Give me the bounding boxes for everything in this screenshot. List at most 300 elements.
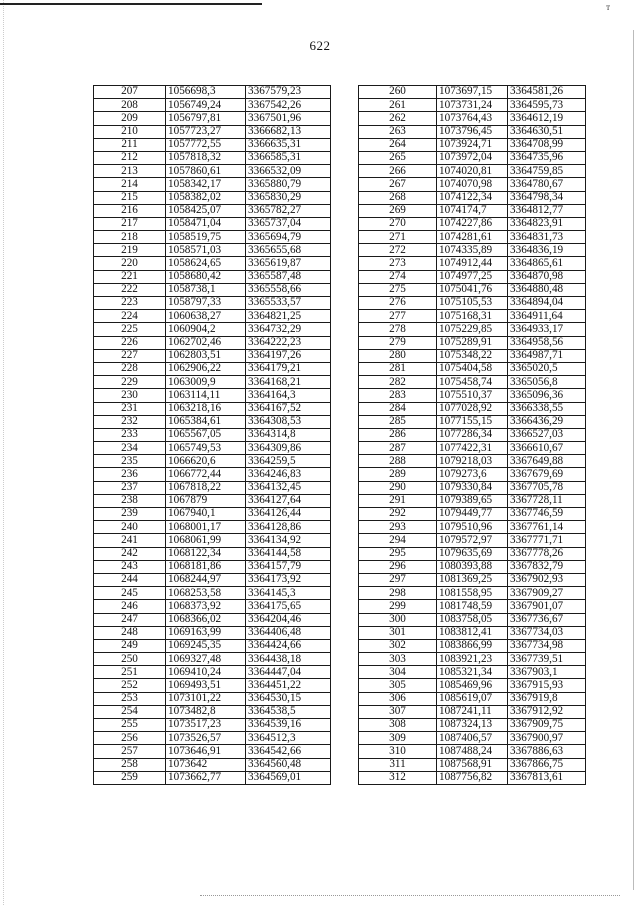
y-coordinate-cell: 3364831,73 <box>508 231 586 244</box>
x-coordinate-cell: 1062906,22 <box>166 362 246 375</box>
y-coordinate-cell: 3366585,31 <box>246 151 331 164</box>
table-row <box>359 534 586 547</box>
table-row <box>94 204 331 217</box>
table-row <box>359 771 586 784</box>
table-row <box>359 442 586 455</box>
table-row <box>359 86 586 99</box>
x-coordinate-cell: 1077155,15 <box>437 415 508 428</box>
y-coordinate-cell: 3367734,98 <box>508 639 586 652</box>
x-coordinate-cell: 1069245,35 <box>166 639 246 652</box>
table-row <box>359 125 586 138</box>
point-number-cell: 272 <box>359 244 437 257</box>
table-row <box>94 151 331 164</box>
table-row <box>359 494 586 507</box>
x-coordinate-cell: 1074070,98 <box>437 178 508 191</box>
table-row <box>94 534 331 547</box>
point-number-cell: 219 <box>94 244 166 257</box>
y-coordinate-cell: 3365587,48 <box>246 270 331 283</box>
y-coordinate-cell: 3364894,04 <box>508 297 586 310</box>
x-coordinate-cell: 1083758,05 <box>437 613 508 626</box>
point-number-cell: 234 <box>94 442 166 455</box>
point-number-cell: 274 <box>359 270 437 283</box>
x-coordinate-cell: 1087568,91 <box>437 758 508 771</box>
x-coordinate-cell: 1087756,82 <box>437 771 508 784</box>
x-coordinate-cell: 1074227,86 <box>437 217 508 230</box>
x-coordinate-cell: 1073924,71 <box>437 138 508 151</box>
point-number-cell: 293 <box>359 521 437 534</box>
y-coordinate-cell: 3367813,61 <box>508 771 586 784</box>
x-coordinate-cell: 1081558,95 <box>437 587 508 600</box>
y-coordinate-cell: 3367501,96 <box>246 112 331 125</box>
table-row <box>94 442 331 455</box>
x-coordinate-cell: 1069410,24 <box>166 666 246 679</box>
table-row <box>359 587 586 600</box>
point-number-cell: 292 <box>359 508 437 521</box>
x-coordinate-cell: 1080393,88 <box>437 560 508 573</box>
y-coordinate-cell: 3364780,67 <box>508 178 586 191</box>
y-coordinate-cell: 3367903,1 <box>508 666 586 679</box>
y-coordinate-cell: 3364880,48 <box>508 283 586 296</box>
point-number-cell: 257 <box>94 745 166 758</box>
x-coordinate-cell: 1079449,77 <box>437 508 508 521</box>
x-coordinate-cell: 1074174,7 <box>437 204 508 217</box>
point-number-cell: 312 <box>359 771 437 784</box>
point-number-cell: 248 <box>94 626 166 639</box>
x-coordinate-cell: 1073662,77 <box>166 771 246 784</box>
table-row <box>359 679 586 692</box>
point-number-cell: 237 <box>94 481 166 494</box>
y-coordinate-cell: 3364539,16 <box>246 719 331 732</box>
point-number-cell: 217 <box>94 217 166 230</box>
y-coordinate-cell: 3364821,25 <box>246 310 331 323</box>
x-coordinate-cell: 1069327,48 <box>166 653 246 666</box>
y-coordinate-cell: 3364127,64 <box>246 494 331 507</box>
point-number-cell: 297 <box>359 573 437 586</box>
y-coordinate-cell: 3367915,93 <box>508 679 586 692</box>
table-row <box>359 613 586 626</box>
table-row <box>94 389 331 402</box>
y-coordinate-cell: 3364560,48 <box>246 758 331 771</box>
x-coordinate-cell: 1079510,96 <box>437 521 508 534</box>
point-number-cell: 308 <box>359 719 437 732</box>
point-number-cell: 258 <box>94 758 166 771</box>
y-coordinate-cell: 3365619,87 <box>246 257 331 270</box>
y-coordinate-cell: 3364612,19 <box>508 112 586 125</box>
table-row <box>94 310 331 323</box>
x-coordinate-cell: 1087488,24 <box>437 745 508 758</box>
table-row <box>94 692 331 705</box>
table-row <box>359 283 586 296</box>
point-number-cell: 246 <box>94 600 166 613</box>
point-number-cell: 265 <box>359 151 437 164</box>
x-coordinate-cell: 1068122,34 <box>166 547 246 560</box>
table-row <box>94 666 331 679</box>
y-coordinate-cell: 3367739,51 <box>508 653 586 666</box>
y-coordinate-cell: 3364309,86 <box>246 442 331 455</box>
point-number-cell: 298 <box>359 587 437 600</box>
y-coordinate-cell: 3364406,48 <box>246 626 331 639</box>
x-coordinate-cell: 1063009,9 <box>166 376 246 389</box>
x-coordinate-cell: 1058382,02 <box>166 191 246 204</box>
table-row <box>94 613 331 626</box>
x-coordinate-cell: 1083921,23 <box>437 653 508 666</box>
table-row <box>94 758 331 771</box>
point-number-cell: 256 <box>94 732 166 745</box>
x-coordinate-cell: 1075289,91 <box>437 336 508 349</box>
y-coordinate-cell: 3367579,23 <box>246 86 331 99</box>
table-row <box>94 719 331 732</box>
x-coordinate-cell: 1085469,96 <box>437 679 508 692</box>
y-coordinate-cell: 3365655,68 <box>246 244 331 257</box>
x-coordinate-cell: 1079218,03 <box>437 455 508 468</box>
x-coordinate-cell: 1087324,13 <box>437 719 508 732</box>
table-row <box>94 573 331 586</box>
point-number-cell: 222 <box>94 283 166 296</box>
point-number-cell: 284 <box>359 402 437 415</box>
point-number-cell: 295 <box>359 547 437 560</box>
x-coordinate-cell: 1073517,23 <box>166 719 246 732</box>
point-number-cell: 245 <box>94 587 166 600</box>
point-number-cell: 310 <box>359 745 437 758</box>
x-coordinate-cell: 1085321,34 <box>437 666 508 679</box>
x-coordinate-cell: 1065567,05 <box>166 428 246 441</box>
table-row <box>94 283 331 296</box>
point-number-cell: 227 <box>94 349 166 362</box>
table-row <box>94 626 331 639</box>
x-coordinate-cell: 1068061,99 <box>166 534 246 547</box>
point-number-cell: 220 <box>94 257 166 270</box>
point-number-cell: 286 <box>359 428 437 441</box>
table-row <box>94 547 331 560</box>
y-coordinate-cell: 3364630,51 <box>508 125 586 138</box>
point-number-cell: 233 <box>94 428 166 441</box>
table-row <box>94 560 331 573</box>
y-coordinate-cell: 3364157,79 <box>246 560 331 573</box>
point-number-cell: 232 <box>94 415 166 428</box>
point-number-cell: 270 <box>359 217 437 230</box>
table-row <box>94 217 331 230</box>
x-coordinate-cell: 1058797,33 <box>166 297 246 310</box>
point-number-cell: 226 <box>94 336 166 349</box>
point-number-cell: 212 <box>94 151 166 164</box>
table-row <box>359 270 586 283</box>
point-number-cell: 235 <box>94 455 166 468</box>
point-number-cell: 290 <box>359 481 437 494</box>
x-coordinate-cell: 1058425,07 <box>166 204 246 217</box>
y-coordinate-cell: 3367778,26 <box>508 547 586 560</box>
table-row <box>359 468 586 481</box>
x-coordinate-cell: 1068001,17 <box>166 521 246 534</box>
table-row <box>359 758 586 771</box>
table-row <box>94 231 331 244</box>
y-coordinate-cell: 3364732,29 <box>246 323 331 336</box>
x-coordinate-cell: 1069163,99 <box>166 626 246 639</box>
x-coordinate-cell: 1062803,51 <box>166 349 246 362</box>
y-coordinate-cell: 3364911,64 <box>508 310 586 323</box>
table-row <box>359 151 586 164</box>
table-row <box>359 112 586 125</box>
y-coordinate-cell: 3366610,67 <box>508 442 586 455</box>
y-coordinate-cell: 3364246,83 <box>246 468 331 481</box>
point-number-cell: 263 <box>359 125 437 138</box>
y-coordinate-cell: 3364708,99 <box>508 138 586 151</box>
table-row <box>94 653 331 666</box>
x-coordinate-cell: 1068373,92 <box>166 600 246 613</box>
x-coordinate-cell: 1058519,75 <box>166 231 246 244</box>
point-number-cell: 278 <box>359 323 437 336</box>
point-number-cell: 291 <box>359 494 437 507</box>
point-number-cell: 247 <box>94 613 166 626</box>
point-number-cell: 267 <box>359 178 437 191</box>
y-coordinate-cell: 3367705,78 <box>508 481 586 494</box>
table-row <box>94 297 331 310</box>
table-row <box>94 112 331 125</box>
table-row <box>94 455 331 468</box>
table-row <box>359 455 586 468</box>
coordinate-table-right <box>358 85 586 785</box>
y-coordinate-cell: 3364987,71 <box>508 349 586 362</box>
x-coordinate-cell: 1057772,55 <box>166 138 246 151</box>
table-row <box>94 336 331 349</box>
point-number-cell: 309 <box>359 732 437 745</box>
table-row <box>359 573 586 586</box>
y-coordinate-cell: 3365694,79 <box>246 231 331 244</box>
x-coordinate-cell: 1077028,92 <box>437 402 508 415</box>
table-row <box>359 692 586 705</box>
table-row <box>359 508 586 521</box>
x-coordinate-cell: 1062702,46 <box>166 336 246 349</box>
point-number-cell: 303 <box>359 653 437 666</box>
point-number-cell: 239 <box>94 508 166 521</box>
table-row <box>94 402 331 415</box>
table-row <box>359 231 586 244</box>
table-row <box>359 204 586 217</box>
y-coordinate-cell: 3367912,92 <box>508 705 586 718</box>
y-coordinate-cell: 3364451,22 <box>246 679 331 692</box>
y-coordinate-cell: 3364222,23 <box>246 336 331 349</box>
table-row <box>359 178 586 191</box>
table-row <box>94 99 331 112</box>
point-number-cell: 224 <box>94 310 166 323</box>
point-number-cell: 229 <box>94 376 166 389</box>
table-row <box>94 415 331 428</box>
y-coordinate-cell: 3364173,92 <box>246 573 331 586</box>
x-coordinate-cell: 1067818,22 <box>166 481 246 494</box>
x-coordinate-cell: 1074281,61 <box>437 231 508 244</box>
point-number-cell: 287 <box>359 442 437 455</box>
x-coordinate-cell: 1065384,61 <box>166 415 246 428</box>
y-coordinate-cell: 3364197,26 <box>246 349 331 362</box>
coordinate-table-left <box>93 85 331 785</box>
point-number-cell: 242 <box>94 547 166 560</box>
x-coordinate-cell: 1058471,04 <box>166 217 246 230</box>
point-number-cell: 261 <box>359 99 437 112</box>
point-number-cell: 275 <box>359 283 437 296</box>
x-coordinate-cell: 1074912,44 <box>437 257 508 270</box>
point-number-cell: 253 <box>94 692 166 705</box>
point-number-cell: 307 <box>359 705 437 718</box>
y-coordinate-cell: 3364836,19 <box>508 244 586 257</box>
x-coordinate-cell: 1069493,51 <box>166 679 246 692</box>
table-row <box>359 257 586 270</box>
x-coordinate-cell: 1077286,34 <box>437 428 508 441</box>
table-row <box>94 639 331 652</box>
y-coordinate-cell: 3364759,85 <box>508 165 586 178</box>
table-row <box>94 521 331 534</box>
x-coordinate-cell: 1079389,65 <box>437 494 508 507</box>
scan-bottom-noise <box>200 895 620 896</box>
x-coordinate-cell: 1068181,86 <box>166 560 246 573</box>
scan-right-edge <box>633 30 634 890</box>
x-coordinate-cell: 1083812,41 <box>437 626 508 639</box>
x-coordinate-cell: 1074020,81 <box>437 165 508 178</box>
y-coordinate-cell: 3366635,31 <box>246 138 331 151</box>
point-number-cell: 259 <box>94 771 166 784</box>
point-number-cell: 249 <box>94 639 166 652</box>
y-coordinate-cell: 3364870,98 <box>508 270 586 283</box>
table-row <box>359 547 586 560</box>
point-number-cell: 209 <box>94 112 166 125</box>
x-coordinate-cell: 1073764,43 <box>437 112 508 125</box>
point-number-cell: 282 <box>359 376 437 389</box>
table-row <box>94 362 331 375</box>
x-coordinate-cell: 1058342,17 <box>166 178 246 191</box>
y-coordinate-cell: 3364823,91 <box>508 217 586 230</box>
x-coordinate-cell: 1060904,2 <box>166 323 246 336</box>
x-coordinate-cell: 1074977,25 <box>437 270 508 283</box>
table-row <box>359 521 586 534</box>
table-row <box>94 587 331 600</box>
y-coordinate-cell: 3364132,45 <box>246 481 331 494</box>
x-coordinate-cell: 1075404,58 <box>437 362 508 375</box>
y-coordinate-cell: 3364145,3 <box>246 587 331 600</box>
y-coordinate-cell: 3364438,18 <box>246 653 331 666</box>
table-row <box>359 349 586 362</box>
x-coordinate-cell: 1075041,76 <box>437 283 508 296</box>
point-number-cell: 221 <box>94 270 166 283</box>
y-coordinate-cell: 3367909,75 <box>508 719 586 732</box>
table-row <box>359 402 586 415</box>
y-coordinate-cell: 3364958,56 <box>508 336 586 349</box>
y-coordinate-cell: 3366682,13 <box>246 125 331 138</box>
point-number-cell: 240 <box>94 521 166 534</box>
point-number-cell: 230 <box>94 389 166 402</box>
point-number-cell: 306 <box>359 692 437 705</box>
point-number-cell: 223 <box>94 297 166 310</box>
y-coordinate-cell: 3367866,75 <box>508 758 586 771</box>
table-row <box>359 323 586 336</box>
point-number-cell: 299 <box>359 600 437 613</box>
table-row <box>94 705 331 718</box>
point-number-cell: 208 <box>94 99 166 112</box>
point-number-cell: 244 <box>94 573 166 586</box>
y-coordinate-cell: 3367542,26 <box>246 99 331 112</box>
y-coordinate-cell: 3367734,03 <box>508 626 586 639</box>
x-coordinate-cell: 1085619,07 <box>437 692 508 705</box>
x-coordinate-cell: 1075348,22 <box>437 349 508 362</box>
y-coordinate-cell: 3364542,66 <box>246 745 331 758</box>
x-coordinate-cell: 1068366,02 <box>166 613 246 626</box>
x-coordinate-cell: 1058571,03 <box>166 244 246 257</box>
y-coordinate-cell: 3364512,3 <box>246 732 331 745</box>
corner-mark: т <box>606 2 610 12</box>
point-number-cell: 300 <box>359 613 437 626</box>
y-coordinate-cell: 3364144,58 <box>246 547 331 560</box>
table-row <box>94 481 331 494</box>
table-row <box>94 376 331 389</box>
table-row <box>94 428 331 441</box>
y-coordinate-cell: 3364581,26 <box>508 86 586 99</box>
y-coordinate-cell: 3365096,36 <box>508 389 586 402</box>
y-coordinate-cell: 3364314,8 <box>246 428 331 441</box>
y-coordinate-cell: 3364812,77 <box>508 204 586 217</box>
point-number-cell: 271 <box>359 231 437 244</box>
table-row <box>94 771 331 784</box>
point-number-cell: 277 <box>359 310 437 323</box>
x-coordinate-cell: 1066772,44 <box>166 468 246 481</box>
y-coordinate-cell: 3364865,61 <box>508 257 586 270</box>
x-coordinate-cell: 1079635,69 <box>437 547 508 560</box>
table-row <box>359 297 586 310</box>
x-coordinate-cell: 1073101,22 <box>166 692 246 705</box>
table-row <box>359 560 586 573</box>
point-number-cell: 289 <box>359 468 437 481</box>
y-coordinate-cell: 3367771,71 <box>508 534 586 547</box>
y-coordinate-cell: 3365533,57 <box>246 297 331 310</box>
point-number-cell: 225 <box>94 323 166 336</box>
x-coordinate-cell: 1083866,99 <box>437 639 508 652</box>
table-row <box>359 191 586 204</box>
y-coordinate-cell: 3364530,15 <box>246 692 331 705</box>
y-coordinate-cell: 3367679,69 <box>508 468 586 481</box>
table-row <box>94 125 331 138</box>
table-row <box>359 310 586 323</box>
x-coordinate-cell: 1075458,74 <box>437 376 508 389</box>
scan-left-edge <box>3 0 4 905</box>
point-number-cell: 311 <box>359 758 437 771</box>
table-row <box>359 705 586 718</box>
point-number-cell: 305 <box>359 679 437 692</box>
x-coordinate-cell: 1073526,57 <box>166 732 246 745</box>
point-number-cell: 251 <box>94 666 166 679</box>
x-coordinate-cell: 1073482,8 <box>166 705 246 718</box>
x-coordinate-cell: 1081748,59 <box>437 600 508 613</box>
x-coordinate-cell: 1056698,3 <box>166 86 246 99</box>
point-number-cell: 238 <box>94 494 166 507</box>
table-row <box>94 745 331 758</box>
table-row <box>94 270 331 283</box>
x-coordinate-cell: 1079330,84 <box>437 481 508 494</box>
table-row <box>359 600 586 613</box>
y-coordinate-cell: 3364424,66 <box>246 639 331 652</box>
table-row <box>359 639 586 652</box>
table-row <box>359 99 586 112</box>
table-row <box>94 165 331 178</box>
table-row <box>359 389 586 402</box>
x-coordinate-cell: 1073646,91 <box>166 745 246 758</box>
y-coordinate-cell: 3367886,63 <box>508 745 586 758</box>
x-coordinate-cell: 1074335,89 <box>437 244 508 257</box>
x-coordinate-cell: 1060638,27 <box>166 310 246 323</box>
table-row <box>94 600 331 613</box>
x-coordinate-cell: 1056749,24 <box>166 99 246 112</box>
x-coordinate-cell: 1066620,6 <box>166 455 246 468</box>
table-row <box>359 138 586 151</box>
y-coordinate-cell: 3364735,96 <box>508 151 586 164</box>
x-coordinate-cell: 1067879 <box>166 494 246 507</box>
x-coordinate-cell: 1063218,16 <box>166 402 246 415</box>
table-row <box>359 362 586 375</box>
